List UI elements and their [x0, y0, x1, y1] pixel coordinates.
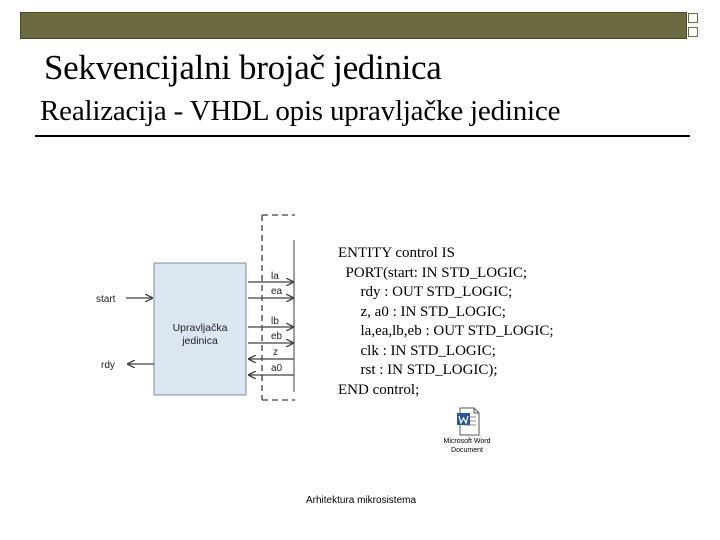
- embedded-object-label-line1: Microsoft Word: [443, 438, 491, 445]
- svg-text:a0: a0: [271, 363, 283, 374]
- code-line: clk : IN STD_LOGIC;: [338, 342, 496, 359]
- code-line: z, a0 : IN STD_LOGIC;: [338, 303, 506, 320]
- svg-text:lb: lb: [271, 316, 279, 327]
- svg-text:ea: ea: [271, 286, 283, 297]
- signal-z: [249, 347, 294, 359]
- block-label-line2: jedinica: [182, 335, 218, 347]
- signal-lb: [248, 316, 293, 327]
- signal-eb: [248, 331, 293, 343]
- code-line: ENTITY control IS: [338, 245, 455, 261]
- embedded-object-label: [436, 437, 498, 455]
- svg-text:z: z: [273, 347, 278, 358]
- vhdl-code: [338, 244, 554, 400]
- embedded-object-label-line2: Document: [451, 447, 483, 454]
- rdy-label: rdy: [101, 360, 115, 371]
- code-line: END control;: [338, 381, 420, 398]
- svg-text:la: la: [271, 271, 279, 282]
- code-line: PORT(start: IN STD_LOGIC;: [338, 264, 528, 281]
- signal-la: [248, 271, 293, 282]
- code-line: la,ea,lb,eb : OUT STD_LOGIC;: [338, 323, 554, 339]
- code-line: rdy : OUT STD_LOGIC;: [338, 284, 513, 300]
- code-line: rst : IN STD_LOGIC);: [338, 362, 498, 378]
- slide-subtitle: Realizacija - VHDL opis upravljačke jedinice: [40, 95, 561, 127]
- footer-text: Arhitektura mikrosistema: [306, 495, 417, 506]
- start-label: start: [96, 294, 116, 305]
- slide-title: Sekvencijalni brojač jedinica: [44, 48, 442, 87]
- svg-text:eb: eb: [271, 331, 283, 342]
- signal-a0: [249, 363, 294, 375]
- signal-ea: [248, 286, 293, 298]
- block-label-line1: Upravljačka: [172, 322, 228, 334]
